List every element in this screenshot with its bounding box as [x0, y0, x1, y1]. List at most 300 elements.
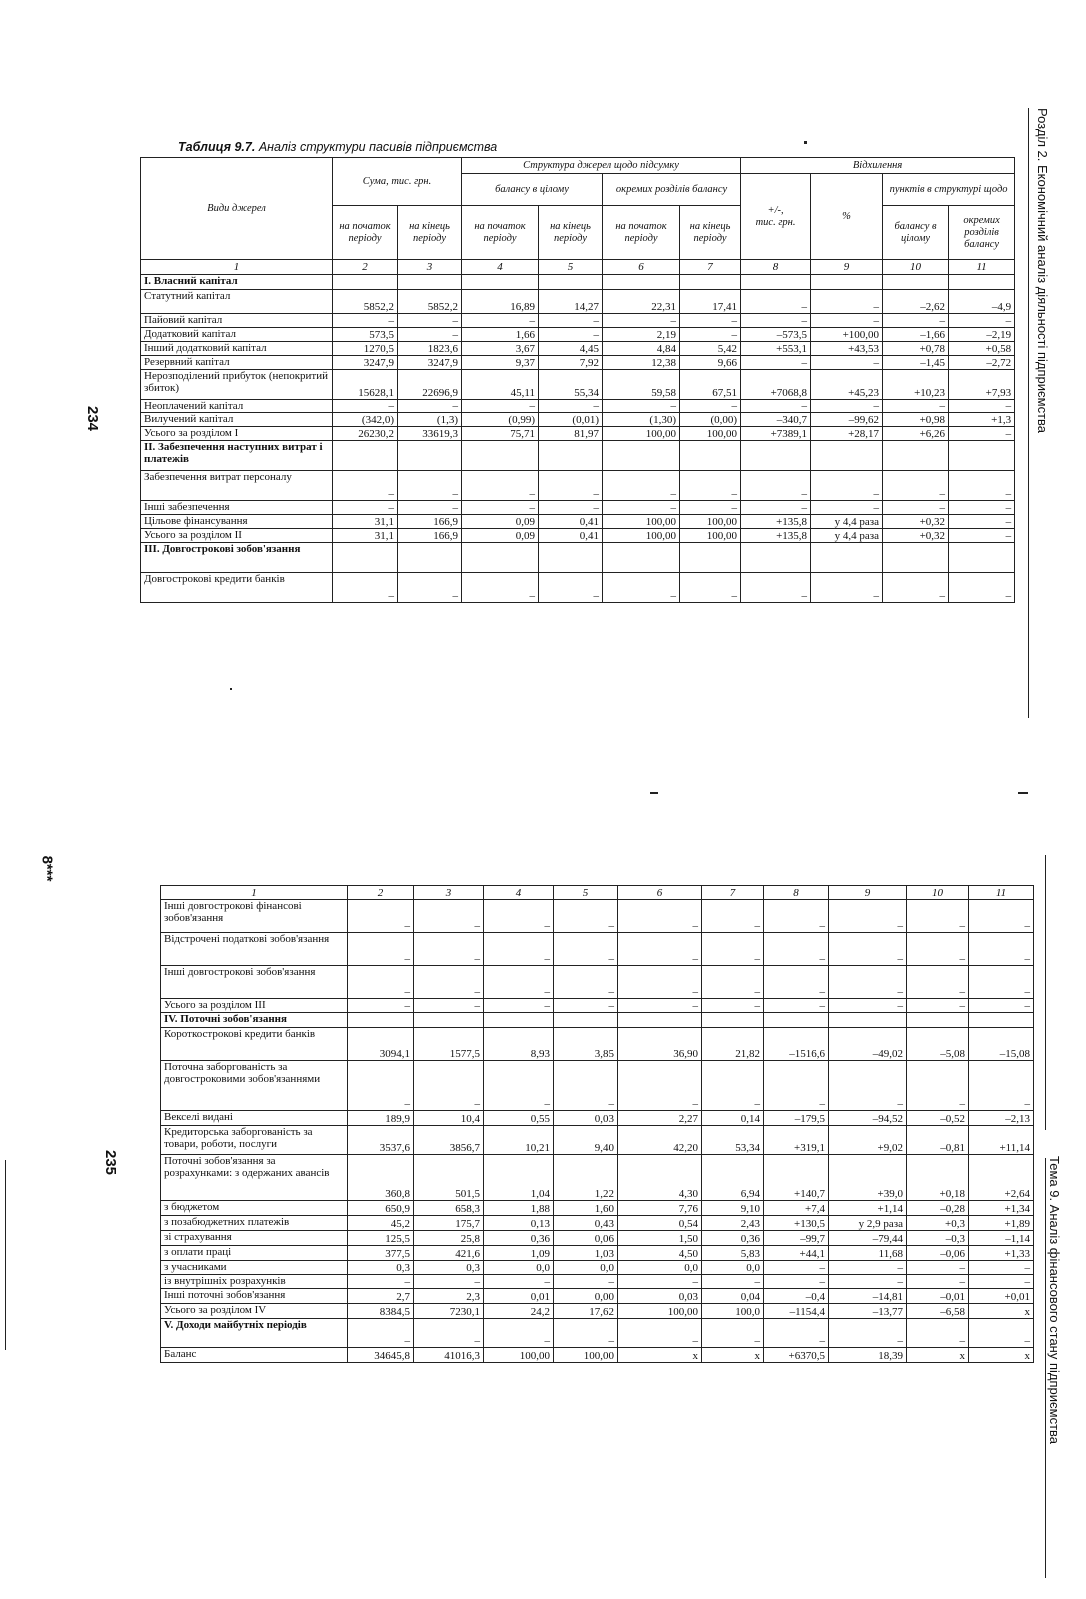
table-cell: (0,01) [539, 413, 603, 427]
table-row [161, 1126, 1034, 1155]
table-cell: – [462, 314, 539, 328]
table-cell: – [348, 1319, 414, 1348]
table-cell: 0,09 [462, 515, 539, 529]
table-cell: – [907, 900, 969, 933]
table-cell: –99,62 [811, 413, 883, 427]
header-structure: Структура джерел щодо підсумку [462, 158, 741, 174]
table-cell: 42,20 [618, 1126, 702, 1155]
table-cell: – [883, 573, 949, 603]
table-row [141, 441, 1015, 471]
table-cell: +2,64 [969, 1155, 1034, 1201]
table-cell: x [969, 1348, 1034, 1363]
table-cell: 421,6 [414, 1246, 484, 1261]
table-row [161, 1275, 1034, 1289]
table-cell: – [539, 400, 603, 413]
table-cell: – [829, 1275, 907, 1289]
column-number: 1 [141, 260, 333, 275]
row-label: I. Власний капітал [141, 275, 333, 290]
table-row [161, 1304, 1034, 1319]
table-row [161, 1216, 1034, 1231]
table-cell: 2,7 [348, 1289, 414, 1304]
table-cell [539, 441, 603, 471]
table-cell: – [907, 1261, 969, 1275]
table-cell: –2,72 [949, 356, 1015, 370]
row-label: з оплати праці [161, 1246, 348, 1261]
table-cell [811, 275, 883, 290]
table-cell: 2,43 [702, 1216, 764, 1231]
table-cell: 360,8 [348, 1155, 414, 1201]
table-cell [333, 275, 398, 290]
table-cell: 0,3 [414, 1261, 484, 1275]
table-cell: 166,9 [398, 515, 462, 529]
header-deviation: Відхилення [741, 158, 1015, 174]
table-cell [883, 441, 949, 471]
scan-dot [230, 688, 232, 690]
row-label: II. Забезпечення наступних витрат і платежів [141, 441, 333, 471]
column-number: 3 [398, 260, 462, 275]
row-label: Поточні зобов'язання за розрахунками: з одержаних авансів [161, 1155, 348, 1201]
row-label: Усього за розділом III [161, 999, 348, 1013]
table-cell: – [398, 400, 462, 413]
table-cell: 1,03 [554, 1246, 618, 1261]
table-cell: – [348, 933, 414, 966]
row-label: Резервний капітал [141, 356, 333, 370]
table-cell: – [680, 328, 741, 342]
header-end-period: на кінець періоду [680, 206, 741, 260]
table-cell [741, 543, 811, 573]
table-cell: –4,9 [949, 290, 1015, 314]
table-cell: 0,04 [702, 1289, 764, 1304]
table-cell: 6,94 [702, 1155, 764, 1201]
table-cell: –79,44 [829, 1231, 907, 1246]
table-cell [811, 543, 883, 573]
header-points: пунктів в структурі щодо [883, 174, 1015, 206]
table-cell: – [462, 501, 539, 515]
table-cell: – [414, 900, 484, 933]
table-caption-number: Таблиця 9.7. [178, 140, 256, 154]
table-cell: – [741, 314, 811, 328]
table-cell: – [949, 515, 1015, 529]
table-cell [680, 441, 741, 471]
row-label: Довгострокові кредити банків [141, 573, 333, 603]
table-cell: –5,08 [907, 1028, 969, 1061]
table-cell: 59,58 [603, 370, 680, 400]
table-cell: 7230,1 [414, 1304, 484, 1319]
table-cell: 17,41 [680, 290, 741, 314]
table-row [161, 1155, 1034, 1201]
table-cell: – [414, 933, 484, 966]
table-cell: – [883, 501, 949, 515]
table-cell: –1,66 [883, 328, 949, 342]
row-label: Забезпечення витрат персоналу [141, 471, 333, 501]
table-cell: 10,21 [484, 1126, 554, 1155]
row-label: Інші забезпечення [141, 501, 333, 515]
table-cell: 12,38 [603, 356, 680, 370]
row-label: Інший додатковий капітал [141, 342, 333, 356]
table-cell: +0,3 [907, 1216, 969, 1231]
header-points-balance: балансу в цілому [883, 206, 949, 260]
table-cell: – [484, 1319, 554, 1348]
table-cell: – [969, 966, 1034, 999]
table-cell: – [603, 314, 680, 328]
table-cell [741, 275, 811, 290]
column-number: 11 [969, 886, 1034, 900]
row-label: Відстрочені податкові зобов'язання [161, 933, 348, 966]
table-cell: 0,09 [462, 529, 539, 543]
table-row [141, 400, 1015, 413]
table-cell [484, 1013, 554, 1028]
table-cell: – [811, 573, 883, 603]
table-cell: 3537,6 [348, 1126, 414, 1155]
column-number: 5 [539, 260, 603, 275]
table-cell [333, 543, 398, 573]
table-cell: 41016,3 [414, 1348, 484, 1363]
table-caption-title: Аналіз структури пасивів підприємства [255, 140, 498, 154]
liabilities-structure-table-part2 [160, 885, 1034, 1363]
table-cell: +0,01 [969, 1289, 1034, 1304]
table-cell: – [764, 999, 829, 1013]
table-cell: – [484, 900, 554, 933]
table-cell: – [414, 999, 484, 1013]
table-cell: – [829, 1319, 907, 1348]
table-cell: 22,31 [603, 290, 680, 314]
table-cell: – [969, 1261, 1034, 1275]
table-cell: 15628,1 [333, 370, 398, 400]
row-label: Цільове фінансування [141, 515, 333, 529]
table-cell: – [603, 573, 680, 603]
table-cell: –0,28 [907, 1201, 969, 1216]
column-number: 7 [702, 886, 764, 900]
table-cell: – [811, 400, 883, 413]
table-row [161, 1061, 1034, 1111]
row-label: Додатковий капітал [141, 328, 333, 342]
table-cell: – [554, 1319, 618, 1348]
table-cell: 9,66 [680, 356, 741, 370]
table-cell: (0,99) [462, 413, 539, 427]
row-label: з бюджетом [161, 1201, 348, 1216]
table-cell: +140,7 [764, 1155, 829, 1201]
scan-dot [804, 141, 807, 144]
table-cell: 1,50 [618, 1231, 702, 1246]
table-cell: 573,5 [333, 328, 398, 342]
table-cell: – [618, 1275, 702, 1289]
table-cell: – [811, 290, 883, 314]
table-cell: +39,0 [829, 1155, 907, 1201]
table-cell: 0,14 [702, 1111, 764, 1126]
table-cell: 0,13 [484, 1216, 554, 1231]
table-cell: 67,51 [680, 370, 741, 400]
table-cell: – [414, 1319, 484, 1348]
table-cell: +1,14 [829, 1201, 907, 1216]
table-cell: – [829, 1061, 907, 1111]
table-cell: 1,22 [554, 1155, 618, 1201]
table-cell: +0,32 [883, 529, 949, 543]
side-rule-bottom-2 [1045, 1158, 1046, 1578]
column-number: 7 [680, 260, 741, 275]
table-cell: – [741, 400, 811, 413]
table-cell: 1,66 [462, 328, 539, 342]
table-row [161, 933, 1034, 966]
table-cell: – [764, 1275, 829, 1289]
header-percent: % [811, 174, 883, 260]
header-points-sections: окремих розділів балансу [949, 206, 1015, 260]
table-cell: – [702, 999, 764, 1013]
table-cell: – [907, 1319, 969, 1348]
row-label: Пайовий капітал [141, 314, 333, 328]
table-cell: – [603, 501, 680, 515]
table-cell: – [907, 966, 969, 999]
table-cell: +44,1 [764, 1246, 829, 1261]
table-cell: +45,23 [811, 370, 883, 400]
table-row [161, 1261, 1034, 1275]
table-cell: – [764, 1061, 829, 1111]
table-cell: 501,5 [414, 1155, 484, 1201]
table-cell [907, 1013, 969, 1028]
table-cell: 55,34 [539, 370, 603, 400]
table-row [141, 501, 1015, 515]
table-cell: – [539, 501, 603, 515]
row-label: III. Довгострокові зобов'язання [141, 543, 333, 573]
table-cell: 14,27 [539, 290, 603, 314]
table-cell [829, 1013, 907, 1028]
table-cell: – [462, 400, 539, 413]
row-label: Векселі видані [161, 1111, 348, 1126]
header-end-period: на кінець періоду [539, 206, 603, 260]
table-cell: – [618, 900, 702, 933]
table-cell: 18,39 [829, 1348, 907, 1363]
table-cell: 26230,2 [333, 427, 398, 441]
table-cell: 17,62 [554, 1304, 618, 1319]
table-cell: 53,34 [702, 1126, 764, 1155]
table-row [161, 1111, 1034, 1126]
table-cell: 100,00 [603, 529, 680, 543]
table-cell: – [883, 314, 949, 328]
table-cell: – [348, 1061, 414, 1111]
table-row [141, 290, 1015, 314]
table-cell: – [829, 1261, 907, 1275]
table-cell: – [554, 966, 618, 999]
table-row [141, 275, 1015, 290]
table-cell: 2,3 [414, 1289, 484, 1304]
table-cell: 0,43 [554, 1216, 618, 1231]
table-cell: – [484, 966, 554, 999]
page-number-bottom: 235 [102, 1149, 120, 1176]
table-row [141, 413, 1015, 427]
table-cell: –15,08 [969, 1028, 1034, 1061]
table-cell: x [969, 1304, 1034, 1319]
table-row [161, 1231, 1034, 1246]
table-cell: 4,45 [539, 342, 603, 356]
table-cell: +10,23 [883, 370, 949, 400]
table-cell: –0,4 [764, 1289, 829, 1304]
table-cell: – [333, 314, 398, 328]
table-cell: 1,60 [554, 1201, 618, 1216]
table-cell: 1270,5 [333, 342, 398, 356]
table-cell: – [484, 1275, 554, 1289]
table-cell: – [333, 501, 398, 515]
table-row [161, 1201, 1034, 1216]
table-cell [883, 543, 949, 573]
table-cell: 5852,2 [333, 290, 398, 314]
row-label: Кредиторська заборгованість за товари, роботи, послуги [161, 1126, 348, 1155]
row-label: Короткострокові кредити банків [161, 1028, 348, 1061]
table-cell: 3094,1 [348, 1028, 414, 1061]
table-cell [603, 441, 680, 471]
table-cell: – [764, 1261, 829, 1275]
column-number: 1 [161, 886, 348, 900]
row-label: з позабюджетних платежів [161, 1216, 348, 1231]
table-cell: x [907, 1348, 969, 1363]
column-number: 8 [764, 886, 829, 900]
table-cell: –1154,4 [764, 1304, 829, 1319]
column-number: 2 [348, 886, 414, 900]
table-cell [348, 1013, 414, 1028]
table-cell: – [811, 314, 883, 328]
table-cell [603, 275, 680, 290]
table-cell: – [398, 314, 462, 328]
table-cell: (1,3) [398, 413, 462, 427]
table-row [141, 356, 1015, 370]
table-cell [414, 1013, 484, 1028]
table-cell [969, 1013, 1034, 1028]
table-cell: –14,81 [829, 1289, 907, 1304]
table-cell: –1,45 [883, 356, 949, 370]
table-cell: – [539, 328, 603, 342]
row-label: V. Доходи майбутніх періодів [161, 1319, 348, 1348]
table-cell: – [348, 999, 414, 1013]
table-cell: – [741, 471, 811, 501]
table-cell: 175,7 [414, 1216, 484, 1231]
column-number-row [141, 260, 1015, 275]
table-row [161, 1246, 1034, 1261]
table-cell: +7068,8 [741, 370, 811, 400]
table-cell: –0,01 [907, 1289, 969, 1304]
table-cell: +43,53 [811, 342, 883, 356]
table-cell: – [539, 471, 603, 501]
column-number: 11 [949, 260, 1015, 275]
table-cell: – [484, 999, 554, 1013]
table-cell: 189,9 [348, 1111, 414, 1126]
table-cell: – [618, 933, 702, 966]
table-cell: 45,2 [348, 1216, 414, 1231]
row-label: Вилучений капітал [141, 413, 333, 427]
table-cell [764, 1013, 829, 1028]
table-cell: +11,14 [969, 1126, 1034, 1155]
table-cell: –1,14 [969, 1231, 1034, 1246]
page-mark: 8*** [38, 855, 56, 882]
table-row [161, 900, 1034, 933]
table-cell: – [883, 400, 949, 413]
column-number: 9 [811, 260, 883, 275]
table-row [141, 573, 1015, 603]
table-cell: – [949, 314, 1015, 328]
table-cell: +0,78 [883, 342, 949, 356]
table-cell: 100,00 [484, 1348, 554, 1363]
table-cell: +1,3 [949, 413, 1015, 427]
table-cell: – [554, 1061, 618, 1111]
side-rule-left [5, 1160, 6, 1350]
table-cell: 0,00 [554, 1289, 618, 1304]
table-cell: +135,8 [741, 529, 811, 543]
table-cell: –2,13 [969, 1111, 1034, 1126]
table-cell: – [764, 966, 829, 999]
table-cell: –94,52 [829, 1111, 907, 1126]
table-cell: (1,30) [603, 413, 680, 427]
table-cell: – [811, 471, 883, 501]
table-cell: 166,9 [398, 529, 462, 543]
table-cell: 0,3 [348, 1261, 414, 1275]
table-cell: – [949, 501, 1015, 515]
table-cell: +6,26 [883, 427, 949, 441]
table-cell: – [883, 471, 949, 501]
table-row [141, 342, 1015, 356]
table-cell: 0,0 [618, 1261, 702, 1275]
table-cell: 100,00 [603, 427, 680, 441]
table-cell: 22696,9 [398, 370, 462, 400]
table-cell: 7,76 [618, 1201, 702, 1216]
table-cell: – [829, 933, 907, 966]
table-cell: – [702, 1061, 764, 1111]
table-cell: – [462, 573, 539, 603]
table-cell: 36,90 [618, 1028, 702, 1061]
table-cell: – [618, 999, 702, 1013]
table-cell: 100,0 [702, 1304, 764, 1319]
table-cell: 0,54 [618, 1216, 702, 1231]
table-cell: –0,3 [907, 1231, 969, 1246]
table-cell: у 4,4 раза [811, 515, 883, 529]
table-cell: 5,83 [702, 1246, 764, 1261]
table-cell: +553,1 [741, 342, 811, 356]
table-cell: –573,5 [741, 328, 811, 342]
scan-dot [650, 792, 658, 794]
table-cell: 4,50 [618, 1246, 702, 1261]
table-cell: – [539, 314, 603, 328]
table-row [161, 1319, 1034, 1348]
table-cell: 45,11 [462, 370, 539, 400]
row-label: Інші довгострокові зобов'язання [161, 966, 348, 999]
table-cell: 0,41 [539, 529, 603, 543]
table-cell: –0,06 [907, 1246, 969, 1261]
table-cell: – [618, 1319, 702, 1348]
table-cell: +7,4 [764, 1201, 829, 1216]
table-cell: 25,8 [414, 1231, 484, 1246]
table-cell: – [702, 966, 764, 999]
table-cell: – [829, 999, 907, 1013]
table-cell: 2,27 [618, 1111, 702, 1126]
table-cell: – [348, 966, 414, 999]
table-cell: 658,3 [414, 1201, 484, 1216]
row-label: із внутрішніх розрахунків [161, 1275, 348, 1289]
table-cell: – [414, 966, 484, 999]
table-cell [618, 1013, 702, 1028]
table-cell [398, 441, 462, 471]
table-cell: 8,93 [484, 1028, 554, 1061]
table-cell: 3856,7 [414, 1126, 484, 1155]
table-cell [949, 275, 1015, 290]
table-cell [680, 275, 741, 290]
table-cell: 31,1 [333, 515, 398, 529]
scan-dot [1018, 792, 1028, 794]
table-cell: – [554, 933, 618, 966]
table-cell: 24,2 [484, 1304, 554, 1319]
table-cell: 100,00 [680, 515, 741, 529]
column-number: 6 [603, 260, 680, 275]
table-row [141, 314, 1015, 328]
table-cell: – [969, 900, 1034, 933]
table-cell: – [680, 400, 741, 413]
column-number: 4 [484, 886, 554, 900]
table-cell: 100,00 [680, 427, 741, 441]
